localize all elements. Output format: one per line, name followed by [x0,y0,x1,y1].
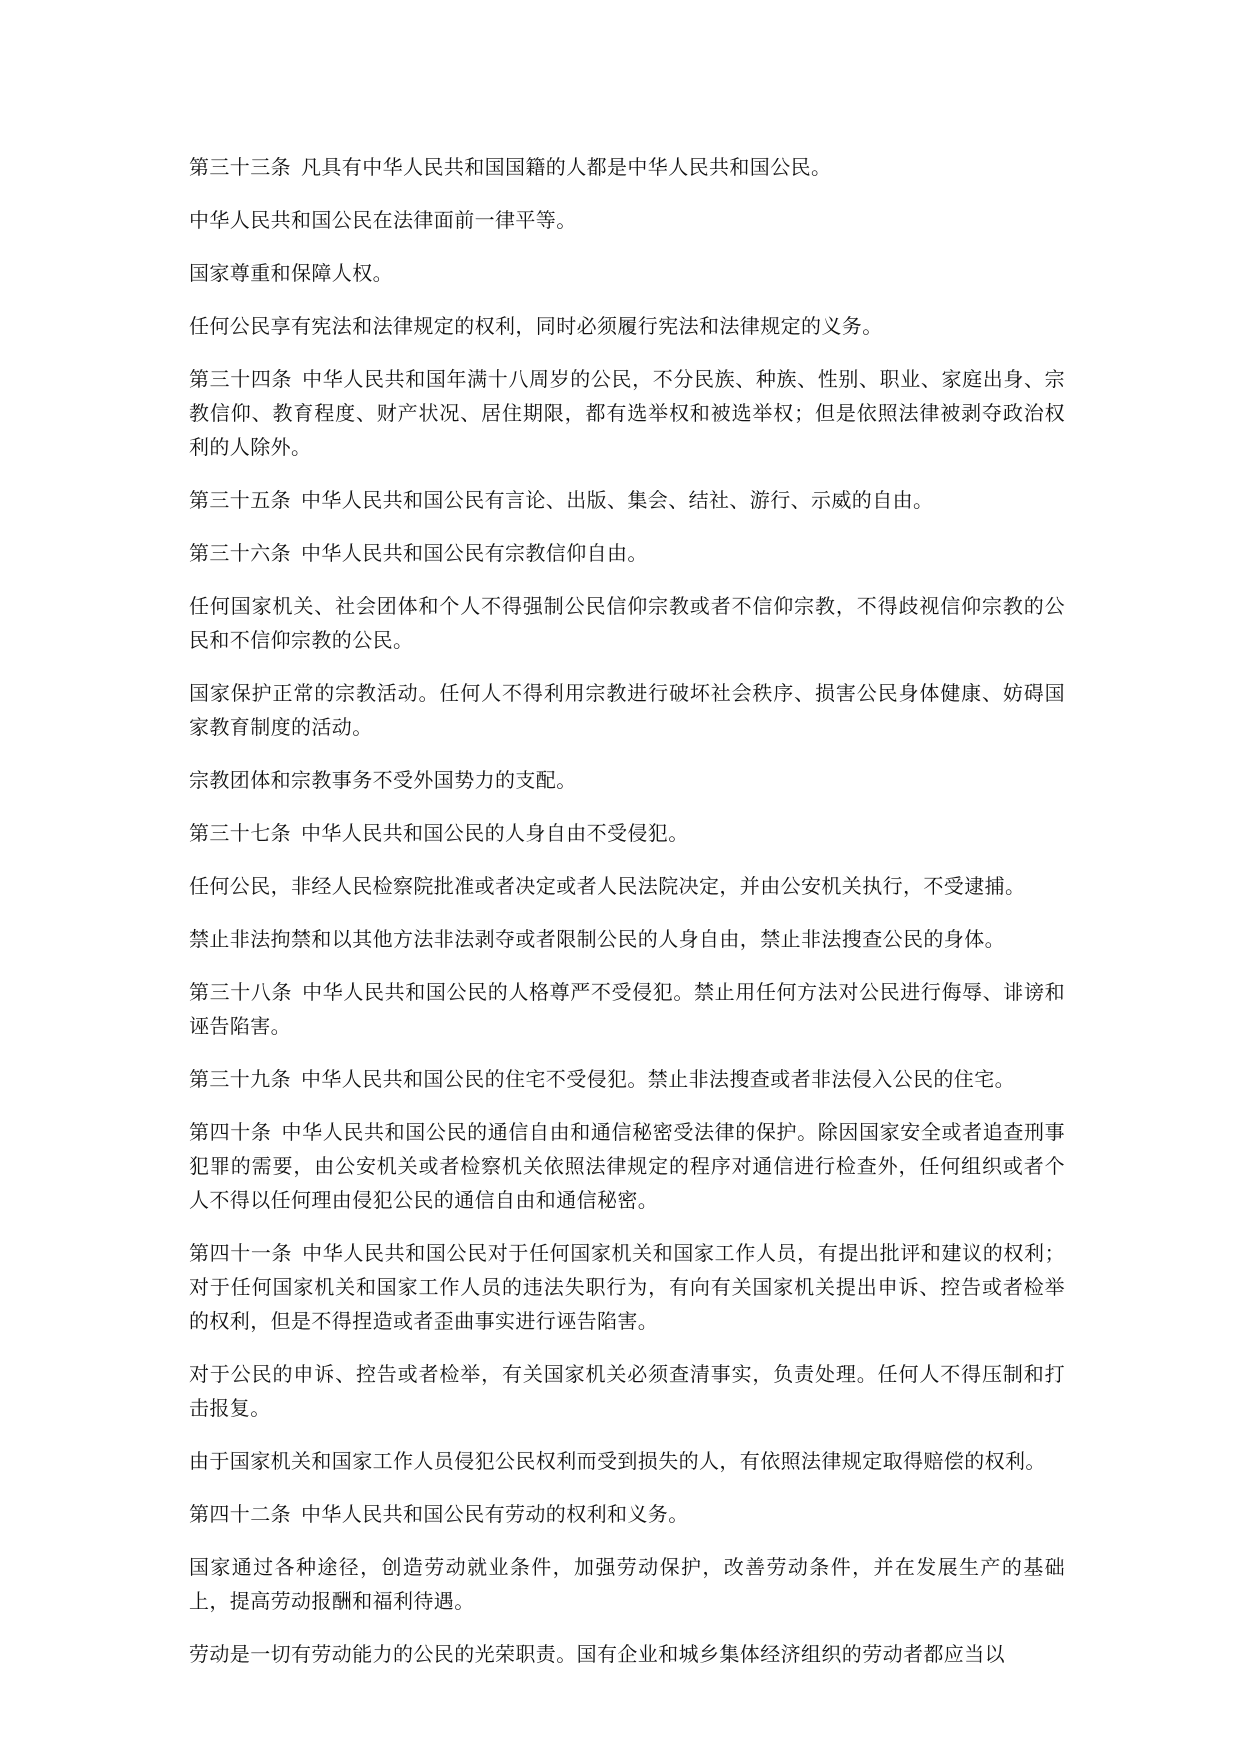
paragraph-13 [189,975,1065,1043]
article-number: 第四十二条 [189,1502,291,1526]
article-number: 第三十六条 [189,541,291,565]
paragraph-21 [189,1637,1065,1671]
paragraph-text: 任何公民，非经人民检察院批准或者决定或者人民法院决定，并由公安机关执行，不受逮捕。 [189,874,1026,898]
paragraph-12 [189,922,1065,956]
paragraph-text: 国家保护正常的宗教活动。任何人不得利用宗教进行破坏社会秩序、损害公民身体健康、妨碍国家教育制度的活动。 [189,681,1065,739]
paragraph-15 [189,1115,1065,1217]
paragraph-10 [189,816,1065,850]
paragraph-6 [189,536,1065,570]
article-number: 第三十七条 [189,821,291,845]
paragraph-text: 国家通过各种途径，创造劳动就业条件，加强劳动保护，改善劳动条件，并在发展生产的基础上，提高劳动报酬和福利待遇。 [189,1555,1065,1613]
paragraph-text: 劳动是一切有劳动能力的公民的光荣职责。国有企业和城乡集体经济组织的劳动者都应当以 [189,1642,1005,1666]
paragraph-text: 对于公民的申诉、控告或者检举，有关国家机关必须查清事实，负责处理。任何人不得压制和打击报复。 [189,1362,1065,1420]
article-number: 第三十四条 [189,367,293,391]
paragraph-text: 国家尊重和保障人权。 [189,261,393,285]
paragraph-20 [189,1550,1065,1618]
paragraph-5 [189,483,1065,517]
paragraph-0 [189,150,1065,184]
document-body [189,150,1065,1690]
paragraph-text: 中华人民共和国公民对于任何国家机关和国家工作人员，有提出批评和建议的权利；对于任何国家机关和国家工作人员的违法失职行为，有向有关国家机关提出申诉、控告或者检举的权利，但是不得捏造或者歪曲事实进行诬告陷害。 [189,1241,1065,1333]
paragraph-3 [189,309,1065,343]
article-number: 第三十五条 [189,488,291,512]
paragraph-text: 中华人民共和国公民有劳动的权利和义务。 [301,1502,689,1526]
paragraph-text: 凡具有中华人民共和国国籍的人都是中华人民共和国公民。 [301,155,832,179]
article-number: 第四十一条 [189,1241,293,1265]
paragraph-text: 禁止非法拘禁和以其他方法非法剥夺或者限制公民的人身自由，禁止非法搜查公民的身体。 [189,927,1005,951]
paragraph-16 [189,1236,1065,1338]
paragraph-text: 中华人民共和国公民有言论、出版、集会、结社、游行、示威的自由。 [301,488,934,512]
paragraph-8 [189,676,1065,744]
paragraph-1 [189,203,1065,237]
paragraph-11 [189,869,1065,903]
paragraph-text: 中华人民共和国公民有宗教信仰自由。 [301,541,648,565]
paragraph-text: 中华人民共和国公民的通信自由和通信秘密受法律的保护。除因国家安全或者追查刑事犯罪的需要，由公安机关或者检察机关依照法律规定的程序对通信进行检查外，任何组织或者个人不得以任何理由侵犯公民的通信自由和通信秘密。 [189,1120,1065,1212]
paragraph-19 [189,1497,1065,1531]
article-number: 第三十三条 [189,155,291,179]
paragraph-9 [189,763,1065,797]
paragraph-text: 任何国家机关、社会团体和个人不得强制公民信仰宗教或者不信仰宗教，不得歧视信仰宗教的公民和不信仰宗教的公民。 [189,594,1065,652]
paragraph-text: 宗教团体和宗教事务不受外国势力的支配。 [189,768,577,792]
paragraph-2 [189,256,1065,290]
paragraph-18 [189,1444,1065,1478]
paragraph-text: 中华人民共和国公民的人格尊严不受侵犯。禁止用任何方法对公民进行侮辱、诽谤和诬告陷害。 [189,980,1065,1038]
paragraph-text: 由于国家机关和国家工作人员侵犯公民权利而受到损失的人，有依照法律规定取得赔偿的权利。 [189,1449,1046,1473]
paragraph-4 [189,362,1065,464]
paragraph-7 [189,589,1065,657]
article-number: 第三十八条 [189,980,293,1004]
paragraph-text: 中华人民共和国公民的人身自由不受侵犯。 [301,821,689,845]
paragraph-14 [189,1062,1065,1096]
paragraph-text: 中华人民共和国公民在法律面前一律平等。 [189,208,577,232]
paragraph-text: 中华人民共和国公民的住宅不受侵犯。禁止非法搜查或者非法侵入公民的住宅。 [301,1067,1015,1091]
paragraph-text: 任何公民享有宪法和法律规定的权利，同时必须履行宪法和法律规定的义务。 [189,314,883,338]
paragraph-text: 中华人民共和国年满十八周岁的公民，不分民族、种族、性别、职业、家庭出身、宗教信仰、教育程度、财产状况、居住期限，都有选举权和被选举权；但是依照法律被剥夺政治权利的人除外。 [189,367,1065,459]
paragraph-17 [189,1357,1065,1425]
article-number: 第三十九条 [189,1067,291,1091]
article-number: 第四十条 [189,1120,272,1144]
